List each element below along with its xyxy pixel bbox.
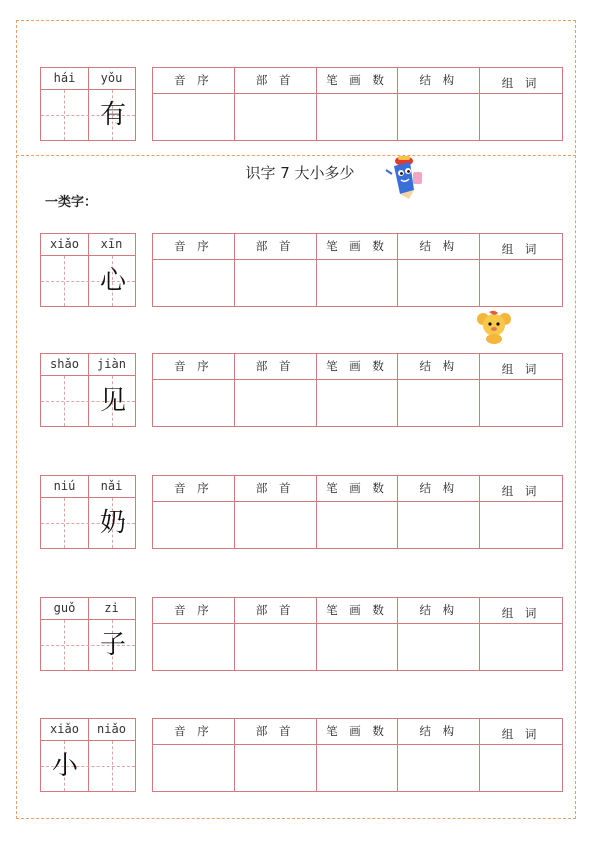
pinyin-syllable: shǎo bbox=[50, 357, 79, 371]
character-info-table bbox=[152, 597, 563, 671]
answer-cell[interactable] bbox=[480, 94, 562, 140]
character-practice-box bbox=[40, 475, 136, 549]
section-divider bbox=[16, 155, 576, 156]
table-header-cell: 笔 画 数 bbox=[317, 354, 399, 380]
character-practice-box bbox=[40, 597, 136, 671]
answer-cell[interactable] bbox=[153, 260, 235, 306]
answer-cell[interactable] bbox=[317, 94, 399, 140]
table-header-cell: 组 词 bbox=[480, 234, 562, 260]
table-header-cell: 组 词 bbox=[480, 68, 562, 94]
character-info-table bbox=[152, 475, 563, 549]
bear-mascot-icon bbox=[476, 310, 512, 344]
table-header-cell: 组 词 bbox=[480, 719, 562, 745]
table-header-cell: 笔 画 数 bbox=[317, 68, 399, 94]
table-header-cell: 笔 画 数 bbox=[317, 719, 399, 745]
writing-grid bbox=[41, 620, 135, 670]
table-header-cell: 结 构 bbox=[398, 476, 480, 502]
table-header-cell: 组 词 bbox=[480, 476, 562, 502]
table-header-cell: 结 构 bbox=[398, 234, 480, 260]
character-practice-box bbox=[40, 718, 136, 792]
answer-cell[interactable] bbox=[235, 260, 317, 306]
table-header-cell: 结 构 bbox=[398, 598, 480, 624]
answer-cell[interactable] bbox=[235, 502, 317, 548]
character-info-table bbox=[152, 233, 563, 307]
hanzi-character: 心 bbox=[99, 266, 126, 296]
answer-cell[interactable] bbox=[480, 380, 562, 426]
writing-grid bbox=[41, 90, 135, 140]
pinyin-syllable: nǎi bbox=[100, 479, 123, 493]
answer-cell[interactable] bbox=[317, 260, 399, 306]
table-header-cell: 音 序 bbox=[153, 68, 235, 94]
table-header-cell: 结 构 bbox=[398, 68, 480, 94]
table-header-cell: 组 词 bbox=[480, 354, 562, 380]
category-label: 一类字： bbox=[45, 195, 98, 210]
character-practice-box bbox=[40, 233, 136, 307]
pinyin-syllable: yǒu bbox=[100, 71, 123, 85]
writing-grid bbox=[41, 376, 135, 426]
answer-cell[interactable] bbox=[317, 624, 399, 670]
table-header-cell: 部 首 bbox=[235, 354, 317, 380]
table-header-cell: 音 序 bbox=[153, 719, 235, 745]
character-info-table bbox=[152, 67, 563, 141]
answer-cell[interactable] bbox=[235, 380, 317, 426]
answer-cell[interactable] bbox=[398, 380, 480, 426]
pinyin-syllable: xiǎo bbox=[50, 237, 79, 251]
table-header-cell: 结 构 bbox=[398, 719, 480, 745]
pencil-mascot-icon bbox=[384, 152, 424, 200]
answer-cell[interactable] bbox=[153, 502, 235, 548]
writing-grid bbox=[41, 256, 135, 306]
character-info-table bbox=[152, 353, 563, 427]
answer-cell[interactable] bbox=[317, 502, 399, 548]
answer-cell[interactable] bbox=[153, 380, 235, 426]
table-header-cell: 音 序 bbox=[153, 234, 235, 260]
answer-cell[interactable] bbox=[398, 745, 480, 791]
table-header-cell: 部 首 bbox=[235, 476, 317, 502]
character-practice-box bbox=[40, 67, 136, 141]
table-header-cell: 结 构 bbox=[398, 354, 480, 380]
pinyin-syllable: xiǎo bbox=[50, 722, 79, 736]
table-header-cell: 部 首 bbox=[235, 719, 317, 745]
character-info-table bbox=[152, 718, 563, 792]
answer-cell[interactable] bbox=[480, 260, 562, 306]
lesson-title: 识字 7 大小多少 bbox=[245, 164, 355, 182]
table-header-cell: 笔 画 数 bbox=[317, 598, 399, 624]
answer-cell[interactable] bbox=[153, 624, 235, 670]
table-header-cell: 音 序 bbox=[153, 354, 235, 380]
answer-cell[interactable] bbox=[235, 624, 317, 670]
answer-cell[interactable] bbox=[480, 502, 562, 548]
answer-cell[interactable] bbox=[398, 624, 480, 670]
pinyin-syllable: niú bbox=[53, 479, 76, 493]
answer-cell[interactable] bbox=[235, 94, 317, 140]
table-header-cell: 部 首 bbox=[235, 598, 317, 624]
hanzi-character: 见 bbox=[99, 386, 126, 416]
character-practice-box bbox=[40, 353, 136, 427]
table-header-cell: 部 首 bbox=[235, 234, 317, 260]
answer-cell[interactable] bbox=[317, 745, 399, 791]
writing-grid bbox=[41, 741, 135, 791]
hanzi-character: 有 bbox=[99, 100, 126, 130]
answer-cell[interactable] bbox=[398, 260, 480, 306]
table-header-cell: 笔 画 数 bbox=[317, 234, 399, 260]
pinyin-syllable: xīn bbox=[100, 237, 123, 251]
answer-cell[interactable] bbox=[480, 624, 562, 670]
hanzi-character: 小 bbox=[51, 751, 78, 781]
hanzi-character: 子 bbox=[99, 630, 126, 660]
answer-cell[interactable] bbox=[153, 94, 235, 140]
answer-cell[interactable] bbox=[235, 745, 317, 791]
pinyin-syllable: niǎo bbox=[97, 722, 126, 736]
pinyin-syllable: guǒ bbox=[53, 601, 76, 615]
table-header-cell: 音 序 bbox=[153, 598, 235, 624]
pinyin-syllable: jiàn bbox=[97, 357, 126, 371]
table-header-cell: 音 序 bbox=[153, 476, 235, 502]
pinyin-syllable: zi bbox=[104, 601, 119, 615]
answer-cell[interactable] bbox=[153, 745, 235, 791]
hanzi-character: 奶 bbox=[99, 508, 126, 538]
answer-cell[interactable] bbox=[317, 380, 399, 426]
answer-cell[interactable] bbox=[398, 502, 480, 548]
table-header-cell: 部 首 bbox=[235, 68, 317, 94]
table-header-cell: 组 词 bbox=[480, 598, 562, 624]
table-header-cell: 笔 画 数 bbox=[317, 476, 399, 502]
answer-cell[interactable] bbox=[398, 94, 480, 140]
answer-cell[interactable] bbox=[480, 745, 562, 791]
pinyin-syllable: hái bbox=[53, 71, 76, 85]
writing-grid bbox=[41, 498, 135, 548]
